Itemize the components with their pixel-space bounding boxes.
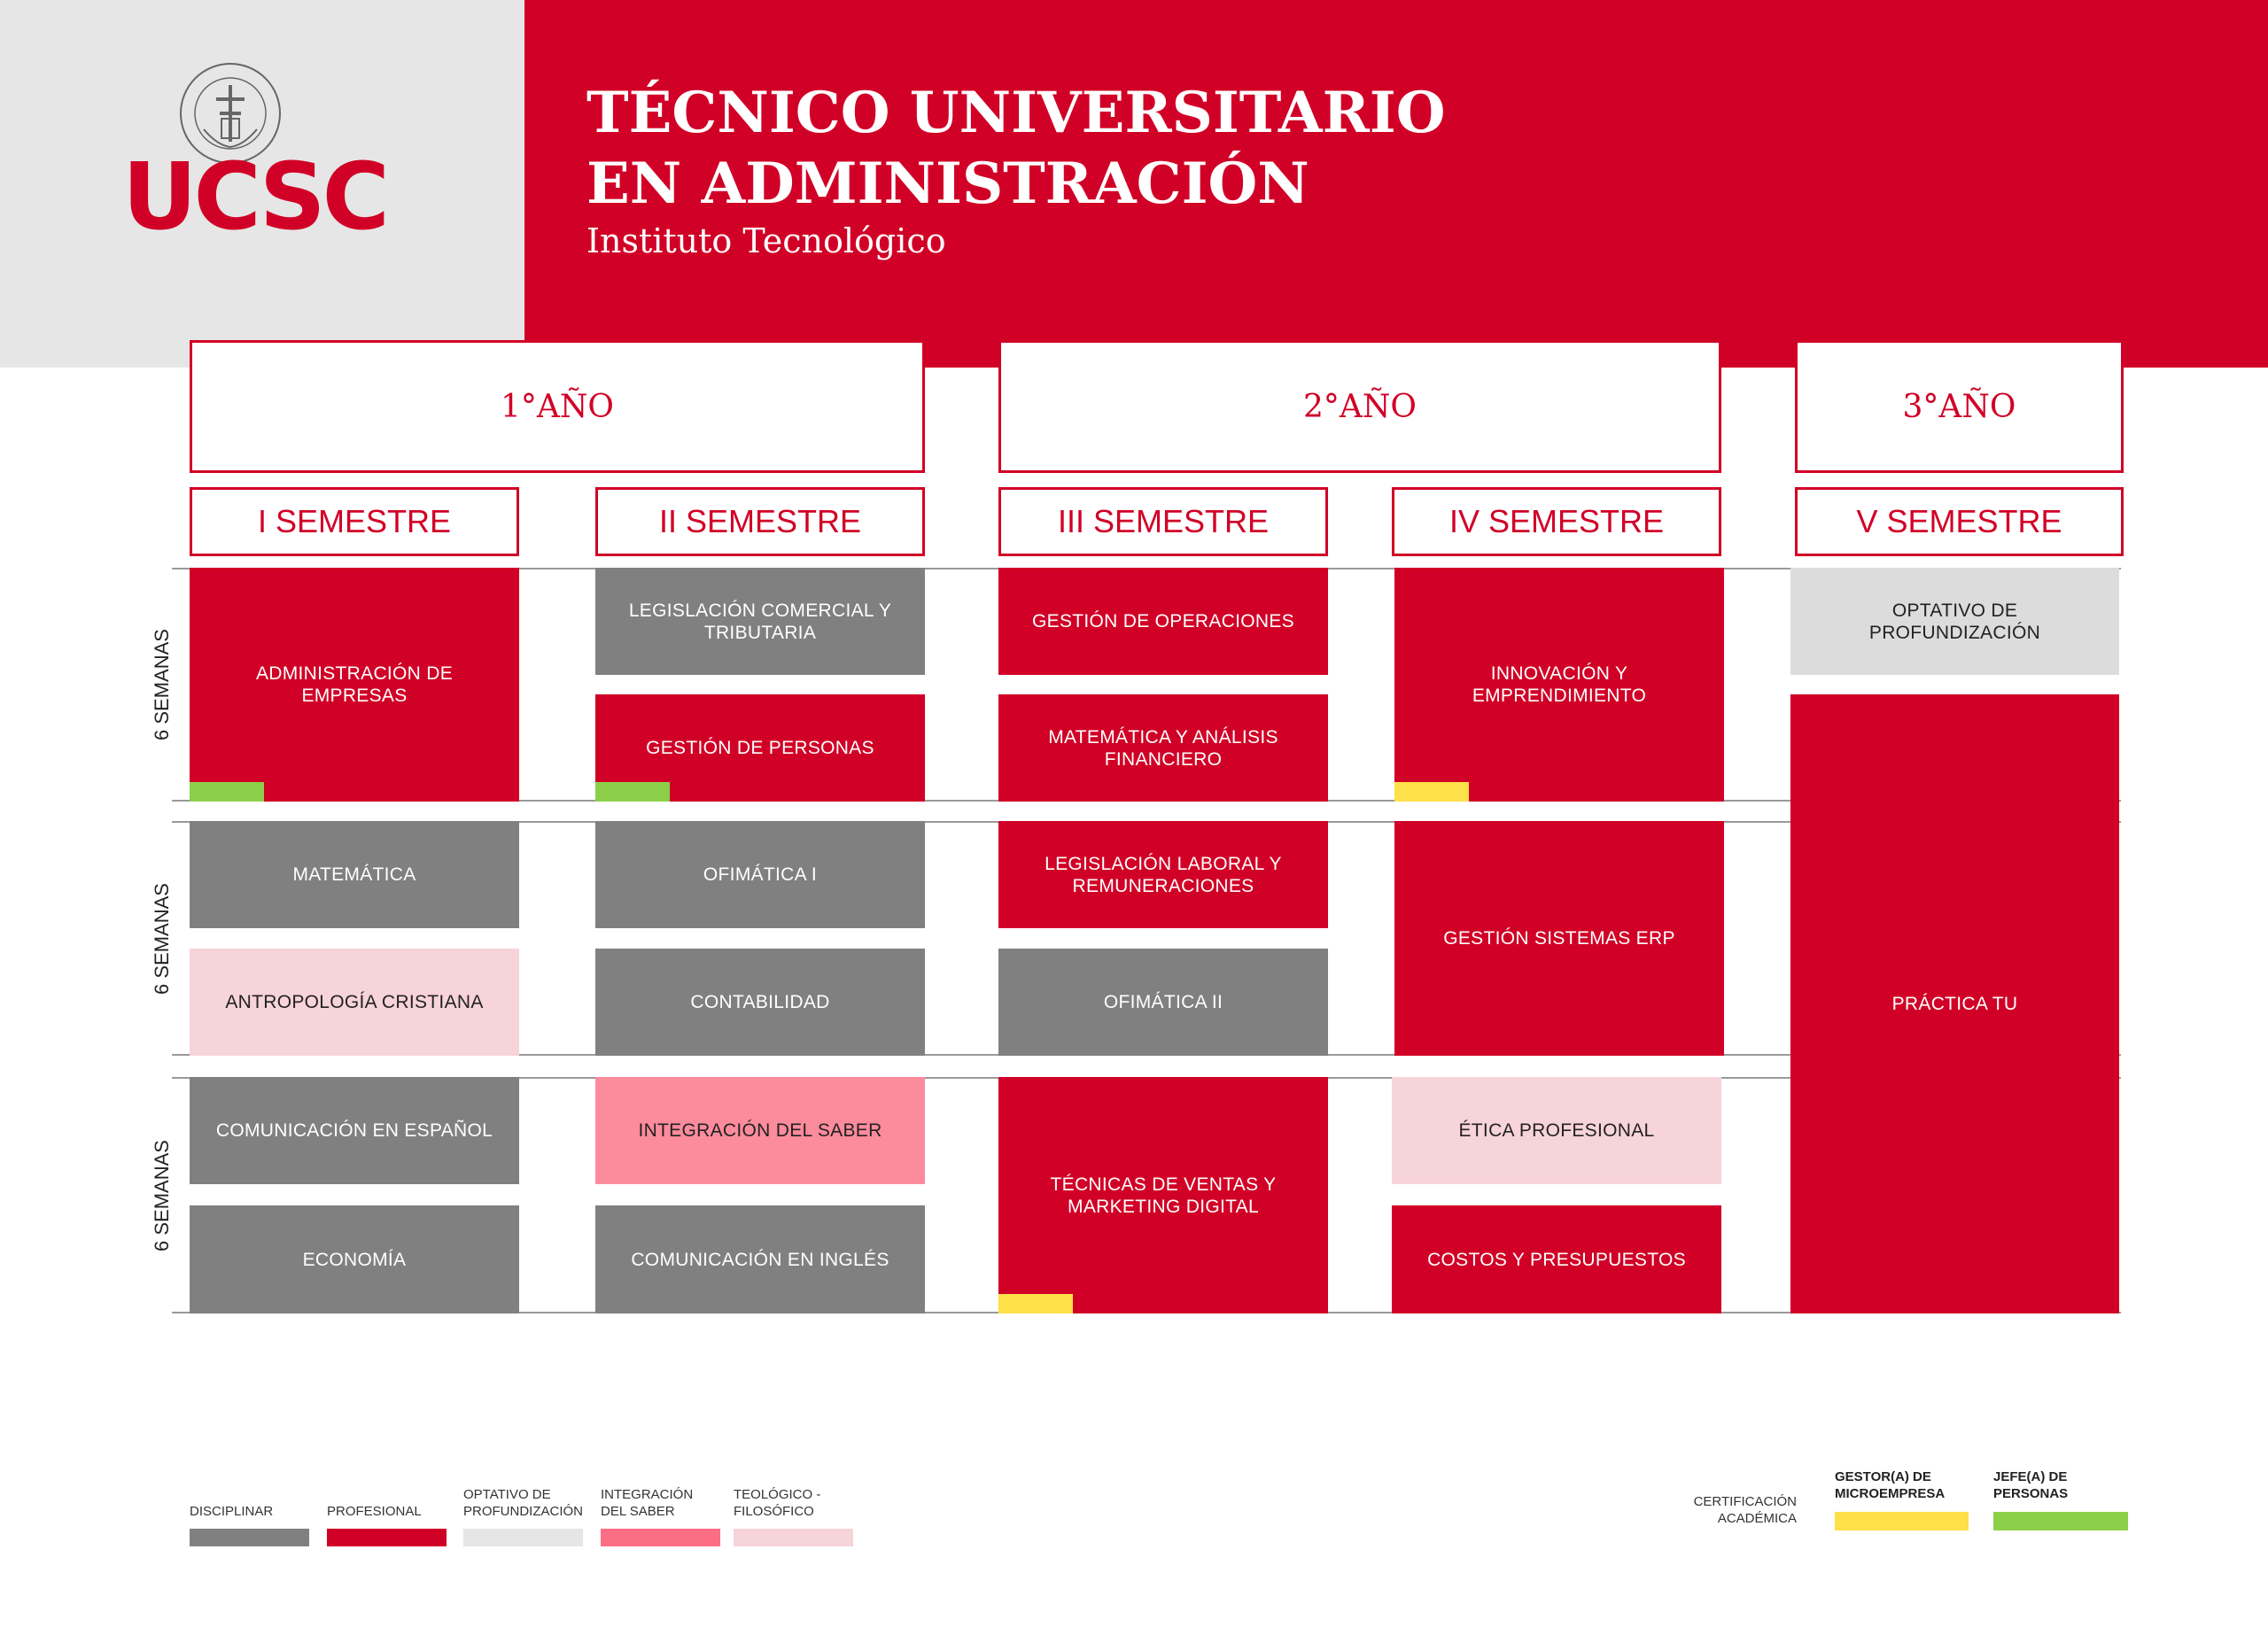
cert-jefe-swatch xyxy=(1993,1512,2128,1530)
page-subtitle: Instituto Tecnológico xyxy=(586,221,946,260)
year-1: 1°AÑO xyxy=(190,340,925,473)
legend-teologico-swatch xyxy=(734,1529,853,1546)
block-label-1-wrap xyxy=(152,568,172,802)
legend-profesional-label: PROFESIONAL xyxy=(327,1504,422,1519)
course-legislacion-laboral: LEGISLACIÓN LABORAL Y REMUNERACIONES xyxy=(998,821,1328,928)
course-ofimatica-1: OFIMÁTICA I xyxy=(595,821,925,928)
semester-5: V SEMESTRE xyxy=(1795,487,2124,556)
legend-teologico-label xyxy=(734,1486,820,1520)
course-optativo: OPTATIVO DE PROFUNDIZACIÓN xyxy=(1790,568,2119,675)
course-contabilidad: CONTABILIDAD xyxy=(595,949,925,1056)
legend-optativo-line-2: PROFUNDIZACIÓN xyxy=(463,1504,583,1519)
legend-profesional-swatch xyxy=(327,1529,447,1546)
course-integracion-saber: INTEGRACIÓN DEL SABER xyxy=(595,1077,925,1184)
course-administracion-empresas: ADMINISTRACIÓN DE EMPRESAS xyxy=(190,568,519,802)
legend-integracion-label xyxy=(601,1486,693,1520)
cert-label-line-2: ACADÉMICA xyxy=(1717,1511,1797,1526)
course-legislacion-comercial: LEGISLACIÓN COMERCIAL Y TRIBUTARIA xyxy=(595,568,925,675)
legend-disciplinar-swatch xyxy=(190,1529,309,1546)
cert-gestor-line-1: GESTOR(A) DE xyxy=(1835,1469,1931,1484)
legend-optativo-swatch xyxy=(463,1529,583,1546)
cert-label xyxy=(1666,1493,1797,1527)
course-practica: PRÁCTICA TU xyxy=(1790,694,2119,1313)
course-costos: COSTOS Y PRESUPUESTOS xyxy=(1392,1205,1721,1313)
semester-1: I SEMESTRE xyxy=(190,487,519,556)
cert-jefe-label xyxy=(1993,1468,2068,1502)
legend-teologico-line-1: TEOLÓGICO - xyxy=(734,1487,821,1502)
block-label-3: 6 SEMANAS xyxy=(151,1139,173,1251)
year-3: 3°AÑO xyxy=(1795,340,2124,473)
legend-teologico-line-2: FILOSÓFICO xyxy=(734,1504,814,1519)
cert-gestor-label xyxy=(1835,1468,1945,1502)
year-2: 2°AÑO xyxy=(998,340,1721,473)
legend-integracion-line-1: INTEGRACIÓN xyxy=(601,1487,694,1502)
legend-optativo-label xyxy=(463,1486,583,1520)
semester-3: III SEMESTRE xyxy=(998,487,1328,556)
course-comunicacion-espanol: COMUNICACIÓN EN ESPAÑOL xyxy=(190,1077,519,1184)
cert-label-line-1: CERTIFICACIÓN xyxy=(1693,1494,1797,1509)
title-line-1: TÉCNICO UNIVERSITARIO xyxy=(586,80,1446,146)
semester-4: IV SEMESTRE xyxy=(1392,487,1721,556)
block-label-3-wrap xyxy=(152,1077,172,1313)
title-line-2: EN ADMINISTRACIÓN xyxy=(586,151,1309,217)
course-antropologia: ANTROPOLOGÍA CRISTIANA xyxy=(190,949,519,1056)
page-title xyxy=(586,78,1738,220)
legend-integracion-swatch xyxy=(601,1529,720,1546)
legend-integracion-line-2: DEL SABER xyxy=(601,1504,675,1519)
block-label-2: 6 SEMANAS xyxy=(151,882,173,995)
legend-disciplinar-label: DISCIPLINAR xyxy=(190,1504,274,1519)
course-etica: ÉTICA PROFESIONAL xyxy=(1392,1077,1721,1184)
ucsc-logo: UCSC xyxy=(122,143,386,251)
course-comunicacion-ingles: COMUNICACIÓN EN INGLÉS xyxy=(595,1205,925,1313)
cert-jefe-line-1: JEFE(A) DE xyxy=(1993,1469,2068,1484)
course-economia: ECONOMÍA xyxy=(190,1205,519,1313)
cert-marker-jefe xyxy=(190,782,264,802)
cert-marker-gestor xyxy=(1394,782,1469,802)
cert-gestor-swatch xyxy=(1835,1512,1969,1530)
course-ofimatica-2: OFIMÁTICA II xyxy=(998,949,1328,1056)
block-label-1: 6 SEMANAS xyxy=(151,629,173,740)
block-label-2-wrap xyxy=(152,821,172,1056)
course-gestion-operaciones: GESTIÓN DE OPERACIONES xyxy=(998,568,1328,675)
course-matematica: MATEMÁTICA xyxy=(190,821,519,928)
course-gestion-erp: GESTIÓN SISTEMAS ERP xyxy=(1394,821,1724,1056)
semester-2: II SEMESTRE xyxy=(595,487,925,556)
course-tecnicas-ventas: TÉCNICAS DE VENTAS Y MARKETING DIGITAL xyxy=(998,1077,1328,1313)
cert-jefe-line-2: PERSONAS xyxy=(1993,1486,2069,1501)
cert-marker-gestor xyxy=(998,1294,1073,1313)
cert-marker-jefe xyxy=(595,782,670,802)
course-matematica-analisis: MATEMÁTICA Y ANÁLISIS FINANCIERO xyxy=(998,694,1328,802)
course-gestion-personas: GESTIÓN DE PERSONAS xyxy=(595,694,925,802)
cert-gestor-line-2: MICROEMPRESA xyxy=(1835,1486,1946,1501)
course-innovacion: INNOVACIÓN Y EMPRENDIMIENTO xyxy=(1394,568,1724,802)
legend-optativo-line-1: OPTATIVO DE xyxy=(463,1487,551,1502)
